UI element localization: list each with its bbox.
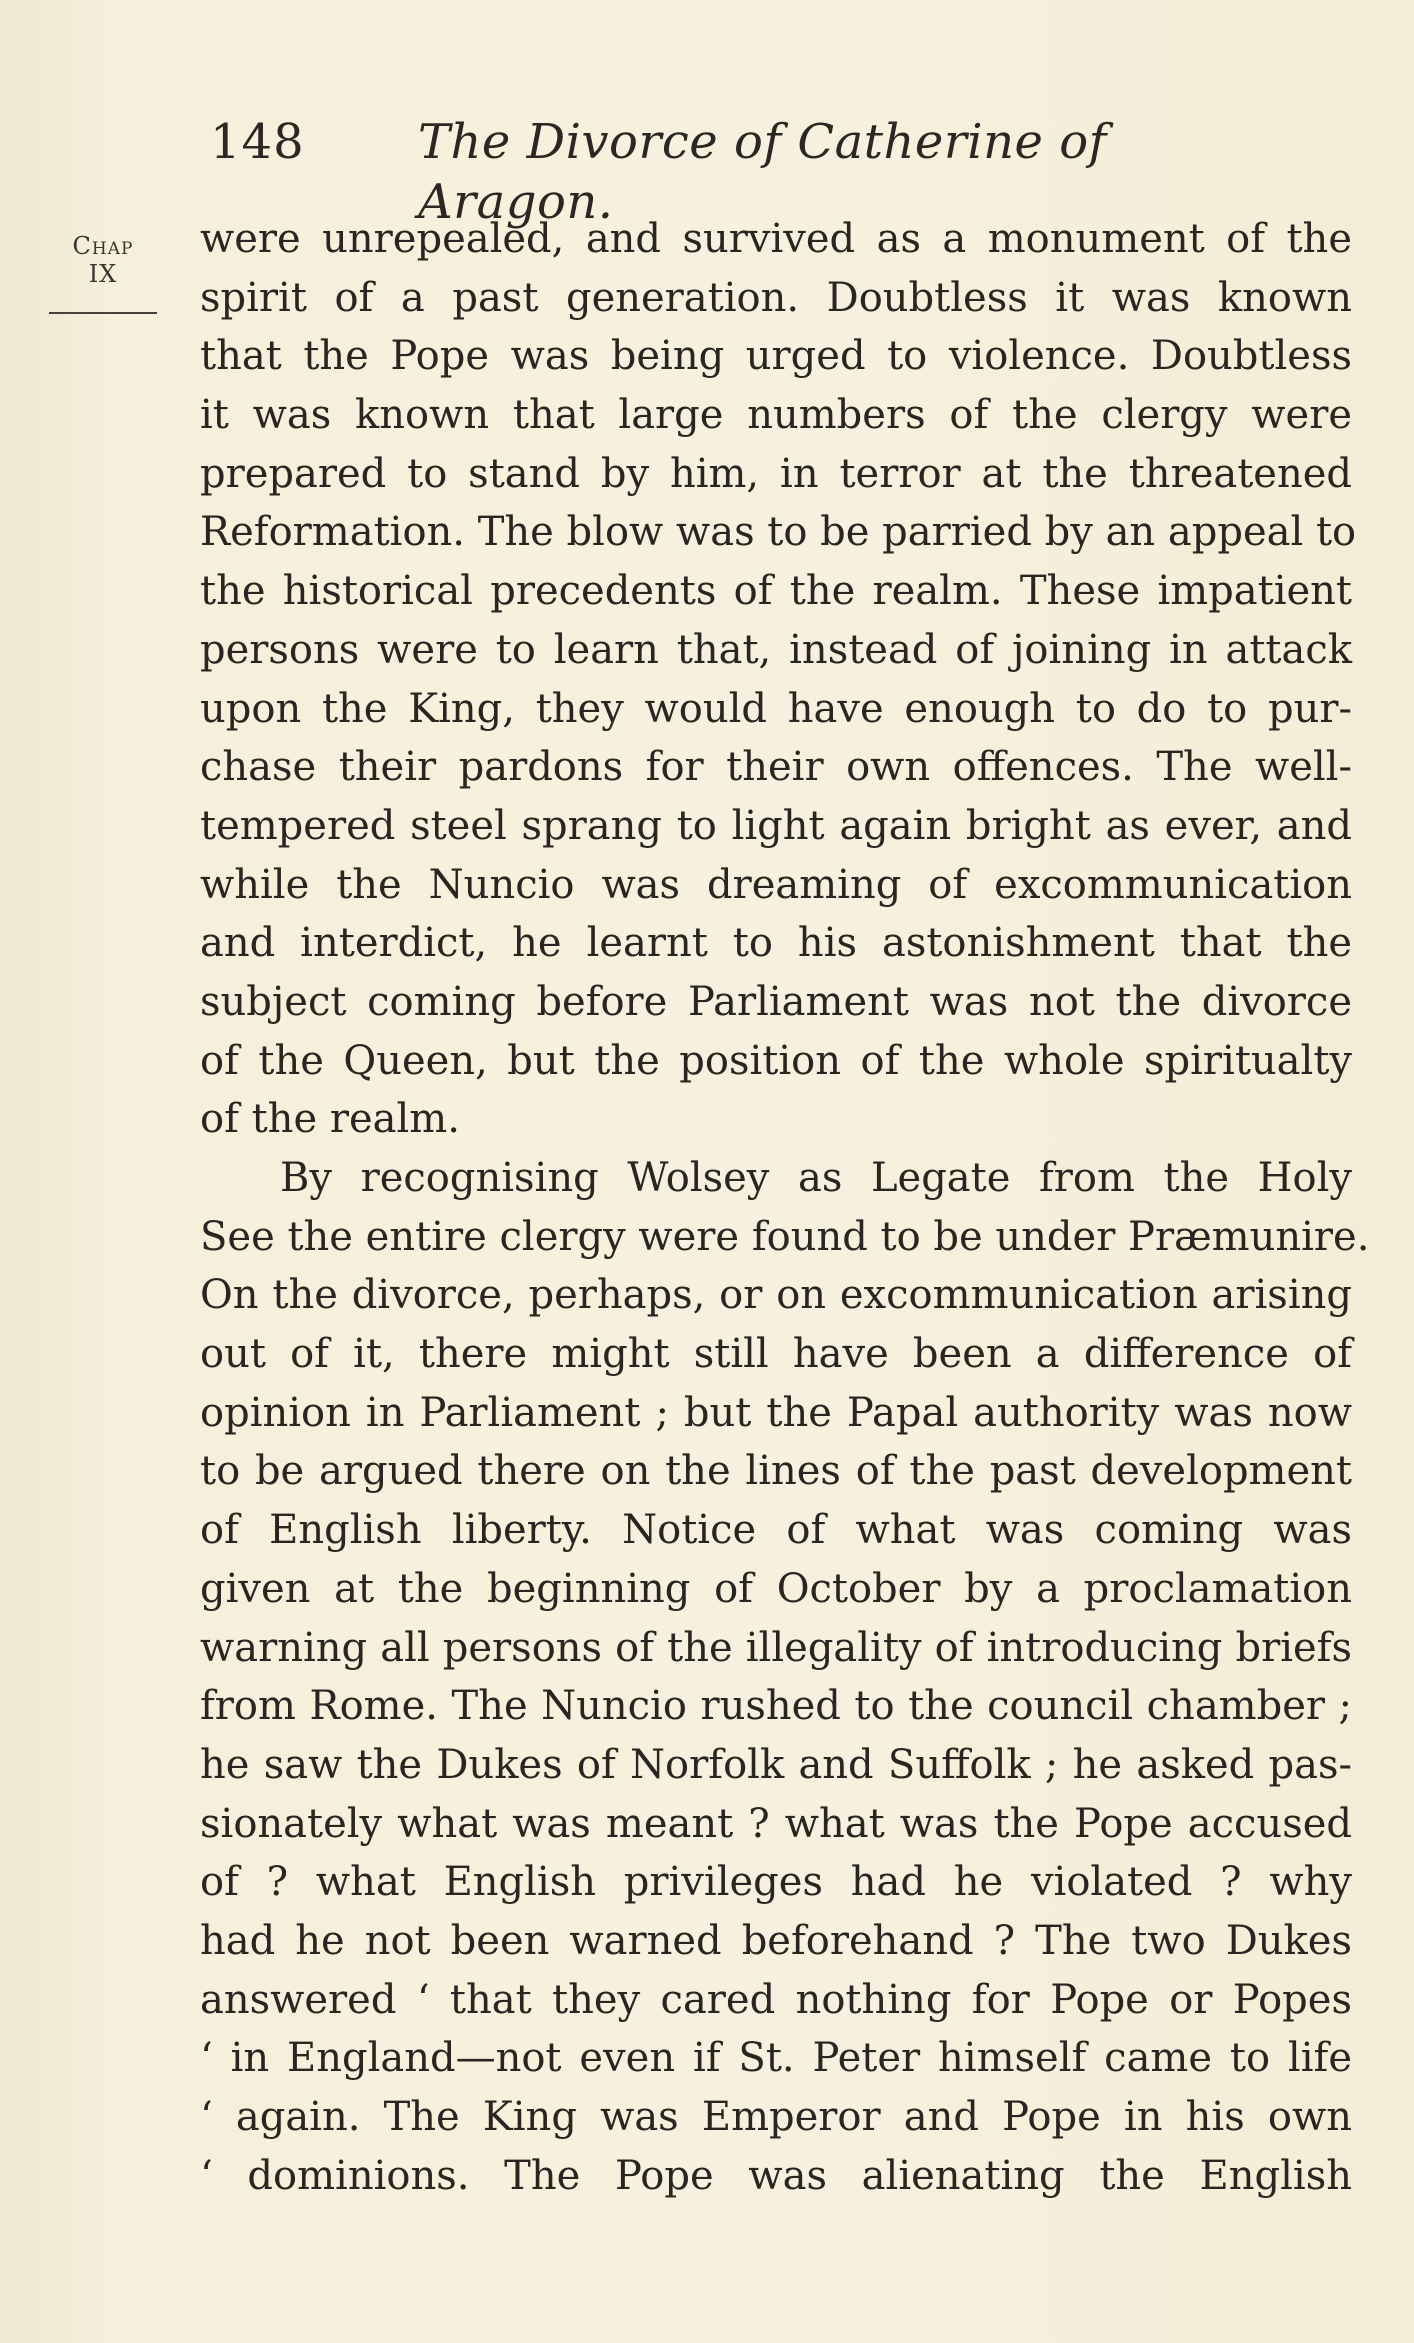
- body-text: [200, 210, 1370, 2205]
- text-line: while the Nuncio was dreaming of excommunication: [200, 861, 1352, 908]
- text-line: opinion in Parliament ; but the Papal authority was now: [200, 1389, 1352, 1436]
- text-line: spirit of a past generation. Doubtless it was known: [200, 274, 1352, 321]
- text-line: of ? what English privileges had he violated ? why: [200, 1859, 1352, 1906]
- margin-chap-label: Chap: [72, 232, 134, 260]
- text-line: to be argued there on the lines of the past development: [200, 1448, 1352, 1495]
- paragraph-start-line: By recognising Wolsey as Legate from the Holy: [280, 1155, 1352, 1201]
- text-line: it was known that large numbers of the clergy were: [200, 392, 1352, 439]
- text-line: from Rome. The Nuncio rushed to the council chamber ;: [200, 1683, 1352, 1730]
- text-line: On the divorce, perhaps, or on excommunication arising: [200, 1272, 1352, 1319]
- running-title: The Divorce of Catherine of Aragon.: [418, 114, 1107, 230]
- text-line: were unrepealed, and survived as a monument of the: [200, 216, 1352, 262]
- text-line: had he not been warned beforehand ? The two Dukes: [200, 1917, 1352, 1964]
- text-line: sionately what was meant ? what was the Pope accused: [200, 1800, 1352, 1847]
- margin-rule: [49, 312, 157, 314]
- chapter-margin-note: [48, 232, 158, 314]
- text-line: of the Queen, but the position of the whole spiritualty: [200, 1037, 1352, 1084]
- paragraph-end-line: of the realm.: [200, 1096, 460, 1143]
- page-number: 148: [210, 114, 305, 170]
- text-line: of English liberty. Notice of what was coming was: [200, 1507, 1352, 1554]
- text-line: ‘ in England—not even if St. Peter himself came to life: [200, 2035, 1352, 2082]
- running-head: [210, 112, 1160, 230]
- text-line: the historical precedents of the realm. These impatient: [200, 568, 1352, 615]
- text-line: See the entire clergy were found to be under Præmunire.: [200, 1213, 1370, 1260]
- text-line: given at the beginning of October by a proclamation: [200, 1565, 1352, 1612]
- text-line: out of it, there might still have been a difference of: [200, 1331, 1352, 1378]
- text-line: warning all persons of the illegality of introducing briefs: [200, 1624, 1352, 1671]
- margin-chapter-number: IX: [88, 260, 118, 288]
- text-line: upon the King, they would have enough to do to pur-: [200, 685, 1352, 732]
- text-line: prepared to stand by him, in terror at the threatened: [200, 450, 1352, 497]
- text-line: answered ‘ that they cared nothing for Pope or Popes: [200, 1976, 1352, 2023]
- text-line: that the Pope was being urged to violence. Doubtless: [200, 333, 1352, 380]
- text-line: ‘ again. The King was Emperor and Pope in his own: [200, 2094, 1352, 2140]
- text-line: subject coming before Parliament was not the divorce: [200, 978, 1352, 1025]
- text-line: he saw the Dukes of Norfolk and Suffolk ; he asked pas-: [200, 1741, 1352, 1788]
- text-line: and interdict, he learnt to his astonishment that the: [200, 920, 1352, 967]
- text-line: tempered steel sprang to light again bright as ever, and: [200, 802, 1352, 849]
- text-line: ‘ dominions. The Pope was alienating the English: [200, 2152, 1352, 2199]
- text-line: Reformation. The blow was to be parried by an appeal to: [200, 509, 1357, 556]
- text-line: chase their pardons for their own offences. The well-: [200, 744, 1352, 791]
- text-line: persons were to learn that, instead of joining in attack: [200, 626, 1352, 673]
